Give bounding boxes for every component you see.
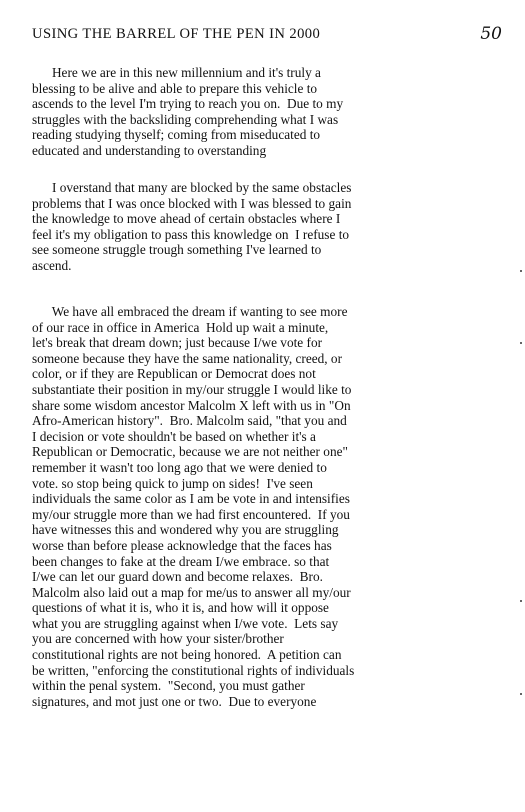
text-line: educated and understanding to overstanding bbox=[32, 142, 267, 158]
text-line: my/our struggle more than we had first encountered. If you bbox=[32, 506, 350, 522]
text-line: problems that I was once blocked with I was blessed to gain bbox=[32, 195, 352, 211]
text-line: you are concerned with how your sister/brother bbox=[32, 631, 284, 647]
text-line: ascends to the level I'm trying to reach you on. Due to my bbox=[32, 96, 344, 112]
paragraph-1 bbox=[32, 65, 512, 159]
text-line: substantiate their position in my/our struggle I would like to bbox=[32, 381, 352, 397]
text-line: been changes to fake at the dream I/we embrace. so that bbox=[32, 553, 330, 569]
margin-speck bbox=[520, 270, 522, 272]
text-line: the knowledge to move ahead of certain obstacles where I bbox=[32, 211, 341, 227]
text-line: Malcolm also laid out a map for me/us to answer all my/our bbox=[32, 584, 351, 600]
text-line: struggles with the backsliding comprehending what I was bbox=[32, 111, 339, 127]
text-line: color, or if they are Republican or Democrat does not bbox=[32, 366, 316, 382]
page-number: 50 bbox=[480, 24, 502, 44]
text-line: let's break that dream down; just because I/we vote for bbox=[32, 335, 323, 351]
text-line: We have all embraced the dream if wanting to see more bbox=[32, 304, 348, 319]
text-line: vote. so stop being quick to jump on sides! I've seen bbox=[32, 475, 313, 491]
text-line: see someone struggle trough something I've learned to bbox=[32, 242, 322, 258]
paragraph-2 bbox=[32, 180, 512, 274]
running-title: USING THE BARREL OF THE PEN IN 2000 bbox=[32, 26, 321, 42]
text-line: reading studying thyself; coming from miseducated to bbox=[32, 127, 321, 143]
text-line: Afro-American history". Bro. Malcolm said, "that you and bbox=[32, 413, 347, 429]
text-line: have witnesses this and wondered why you are struggling bbox=[32, 522, 339, 538]
text-line: remember it wasn't too long ago that we were denied to bbox=[32, 459, 327, 475]
text-line: within the penal system. "Second, you must gather bbox=[32, 678, 305, 694]
text-line: feel it's my obligation to pass this knowledge on I refuse to bbox=[32, 226, 350, 242]
text-line: constitutional rights are not being honored. A petition can bbox=[32, 647, 342, 663]
text-line: I overstand that many are blocked by the same obstacles bbox=[32, 180, 352, 195]
text-line: ascend. bbox=[32, 257, 72, 273]
text-line: Republican or Democratic, because we are not neither one" bbox=[32, 444, 348, 460]
margin-speck bbox=[520, 342, 522, 344]
text-line: individuals the same color as I am be vote in and intensifies bbox=[32, 491, 350, 507]
text-line: someone because they have the same nationality, creed, or bbox=[32, 350, 343, 366]
margin-speck bbox=[520, 693, 522, 695]
page-header bbox=[32, 26, 510, 46]
text-line: share some wisdom ancestor Malcolm X left with us in "On bbox=[32, 397, 351, 413]
text-line: I/we can let our guard down and become relaxes. Bro. bbox=[32, 569, 323, 585]
text-line: worse than before please acknowledge that the faces has bbox=[32, 537, 332, 553]
text-line: I decision or vote shouldn't be based on whether it's a bbox=[32, 428, 316, 444]
text-line: be written, "enforcing the constitutional rights of individuals bbox=[32, 662, 355, 678]
margin-speck bbox=[520, 600, 522, 602]
text-line: of our race in office in America Hold up wait a minute, bbox=[32, 319, 329, 335]
text-line: signatures, and mot just one or two. Due to everyone bbox=[32, 693, 317, 709]
text-line: what you are struggling against when I/we vote. Lets say bbox=[32, 615, 339, 631]
paragraph-3 bbox=[32, 304, 512, 709]
text-line: Here we are in this new millennium and it's truly a bbox=[32, 65, 321, 80]
text-line: blessing to be alive and able to prepare this vehicle to bbox=[32, 80, 318, 96]
text-line: questions of what it is, who it is, and how will it oppose bbox=[32, 600, 329, 616]
